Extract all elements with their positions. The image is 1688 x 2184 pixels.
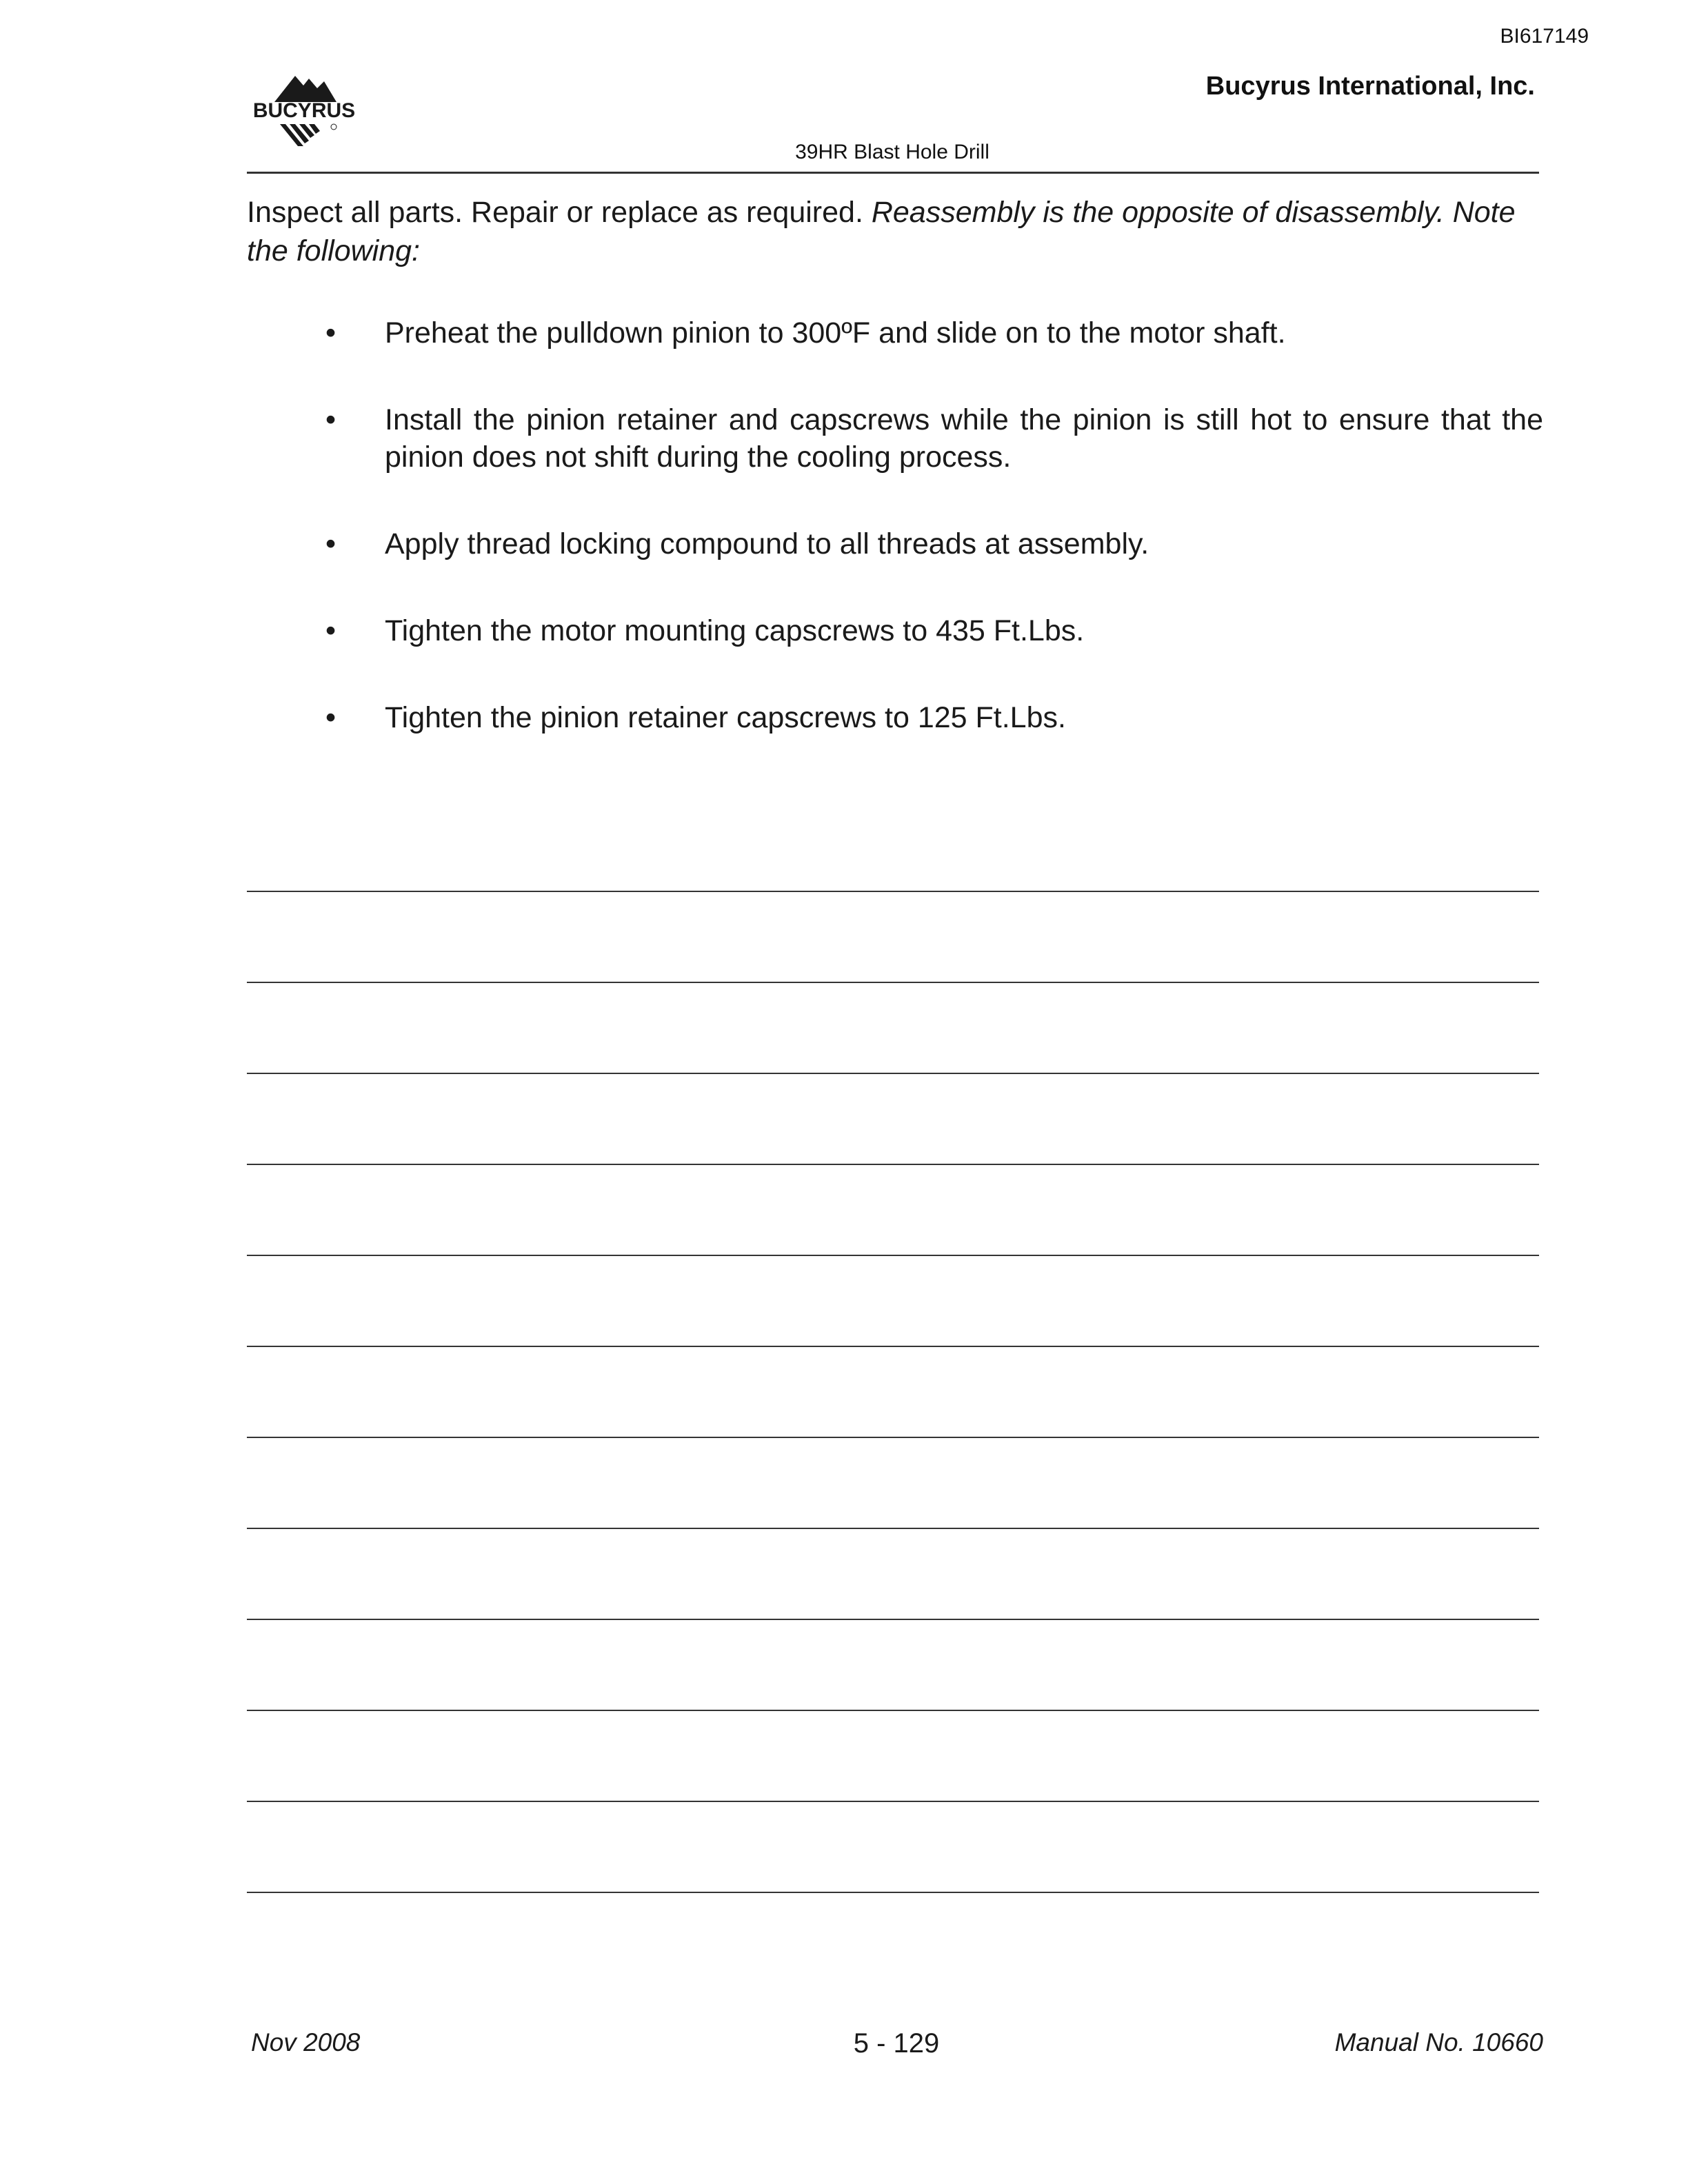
note-line <box>247 1619 1539 1620</box>
list-item-text: Install the pinion retainer and capscrews while the pinion is still hot to ensure that the pinion does not shift during the cooling process. <box>385 403 1543 474</box>
note-line <box>247 1164 1539 1165</box>
bullet-icon: • <box>325 403 336 436</box>
note-line <box>247 1710 1539 1711</box>
page-number: 5 - 129 <box>853 2028 940 2059</box>
list-item <box>247 401 1543 476</box>
list-item-text: Apply thread locking compound to all threads at assembly. <box>385 527 1149 560</box>
list-item <box>247 525 1543 563</box>
svg-text:BUCYRUS: BUCYRUS <box>252 99 356 122</box>
bullet-icon: • <box>325 701 336 734</box>
list-item <box>247 612 1543 649</box>
bullet-icon: • <box>325 316 336 350</box>
note-line <box>247 982 1539 983</box>
intro-italic-text: Reassembly is the opposite of disassembly. Note the following: <box>247 196 1516 267</box>
note-line <box>247 1437 1539 1438</box>
note-line <box>247 1346 1539 1347</box>
note-line <box>247 1073 1539 1074</box>
document-id: BI617149 <box>1500 25 1589 48</box>
note-line <box>247 1528 1539 1529</box>
product-title: 39HR Blast Hole Drill <box>795 141 989 163</box>
bullet-icon: • <box>325 527 336 560</box>
bullet-icon: • <box>325 614 336 647</box>
list-item <box>247 699 1543 736</box>
bucyrus-logo <box>240 72 368 152</box>
list-item-text: Preheat the pulldown pinion to 300ºF and slide on to the motor shaft. <box>385 316 1286 350</box>
note-line <box>247 891 1539 892</box>
header-divider <box>247 172 1539 174</box>
instruction-list <box>247 314 1543 736</box>
note-line <box>247 1255 1539 1256</box>
notes-lines <box>247 891 1539 1983</box>
footer-date: Nov 2008 <box>251 2028 361 2056</box>
company-name: Bucyrus International, Inc. <box>1205 72 1535 101</box>
intro-paragraph <box>247 193 1543 270</box>
intro-text: Inspect all parts. Repair or replace as required. <box>247 196 872 229</box>
list-item-text: Tighten the pinion retainer capscrews to 125 Ft.Lbs. <box>385 701 1066 734</box>
manual-number: Manual No. 10660 <box>1334 2028 1543 2056</box>
list-item-text: Tighten the motor mounting capscrews to 435 Ft.Lbs. <box>385 614 1085 647</box>
note-line <box>247 1892 1539 1893</box>
note-line <box>247 1801 1539 1802</box>
list-item <box>247 314 1543 352</box>
